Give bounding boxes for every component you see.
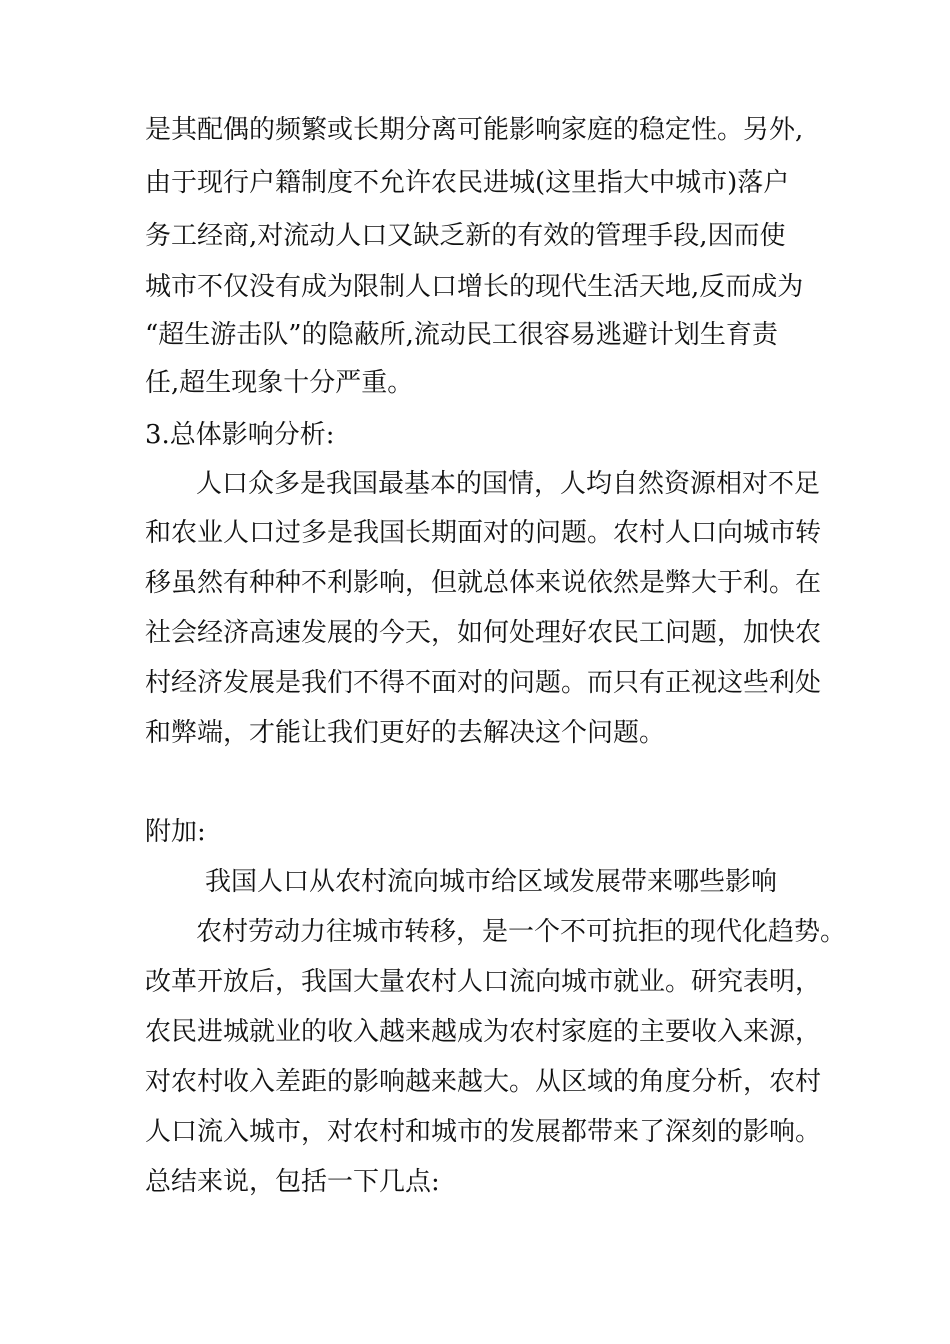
text-line: 人口流入城市，对农村和城市的发展都带来了深刻的影响。 xyxy=(145,1117,822,1147)
appendix-label: 附加: xyxy=(145,817,206,847)
text-line: 城市不仅没有成为限制人口增长的现代生活天地,反而成为 xyxy=(145,272,804,302)
paragraph-first-line: 人口众多是我国最基本的国情，人均自然资源相对不足 xyxy=(196,469,821,499)
text-line: 村经济发展是我们不得不面对的问题。而只有正视这些利处 xyxy=(145,668,822,698)
paragraph-first-line: 农村劳动力往城市转移，是一个不可抗拒的现代化趋势。 xyxy=(196,917,847,947)
text-line: 由于现行户籍制度不允许农民进城(这里指大中城市)落户 xyxy=(145,168,790,198)
text-line: 农民进城就业的收入越来越成为农村家庭的主要收入来源， xyxy=(145,1017,822,1047)
text-line: 和农业人口过多是我国长期面对的问题。农村人口向城市转 xyxy=(145,518,822,548)
text-line: 任,超生现象十分严重。 xyxy=(145,368,414,398)
text-line: 改革开放后，我国大量农村人口流向城市就业。研究表明， xyxy=(145,967,822,997)
section-heading: 3.总体影响分析: xyxy=(145,420,335,450)
text-line: 总结来说，包括一下几点: xyxy=(145,1167,440,1197)
appendix-title: 我国人口从农村流向城市给区域发展带来哪些影响 xyxy=(205,867,778,897)
text-line: 和弊端，才能让我们更好的去解决这个问题。 xyxy=(145,718,666,748)
text-line: 移虽然有种种不利影响，但就总体来说依然是弊大于利。在 xyxy=(145,568,822,598)
text-line: 务工经商,对流动人口又缺乏新的有效的管理手段,因而使 xyxy=(145,221,786,251)
text-line: 社会经济高速发展的今天，如何处理好农民工问题，加快农 xyxy=(145,618,822,648)
text-line: 是其配偶的频繁或长期分离可能影响家庭的稳定性。另外, xyxy=(145,115,804,145)
text-line: “超生游击队”的隐蔽所,流动民工很容易逃避计划生育责 xyxy=(145,320,778,350)
text-line: 对农村收入差距的影响越来越大。从区域的角度分析，农村 xyxy=(145,1067,822,1097)
